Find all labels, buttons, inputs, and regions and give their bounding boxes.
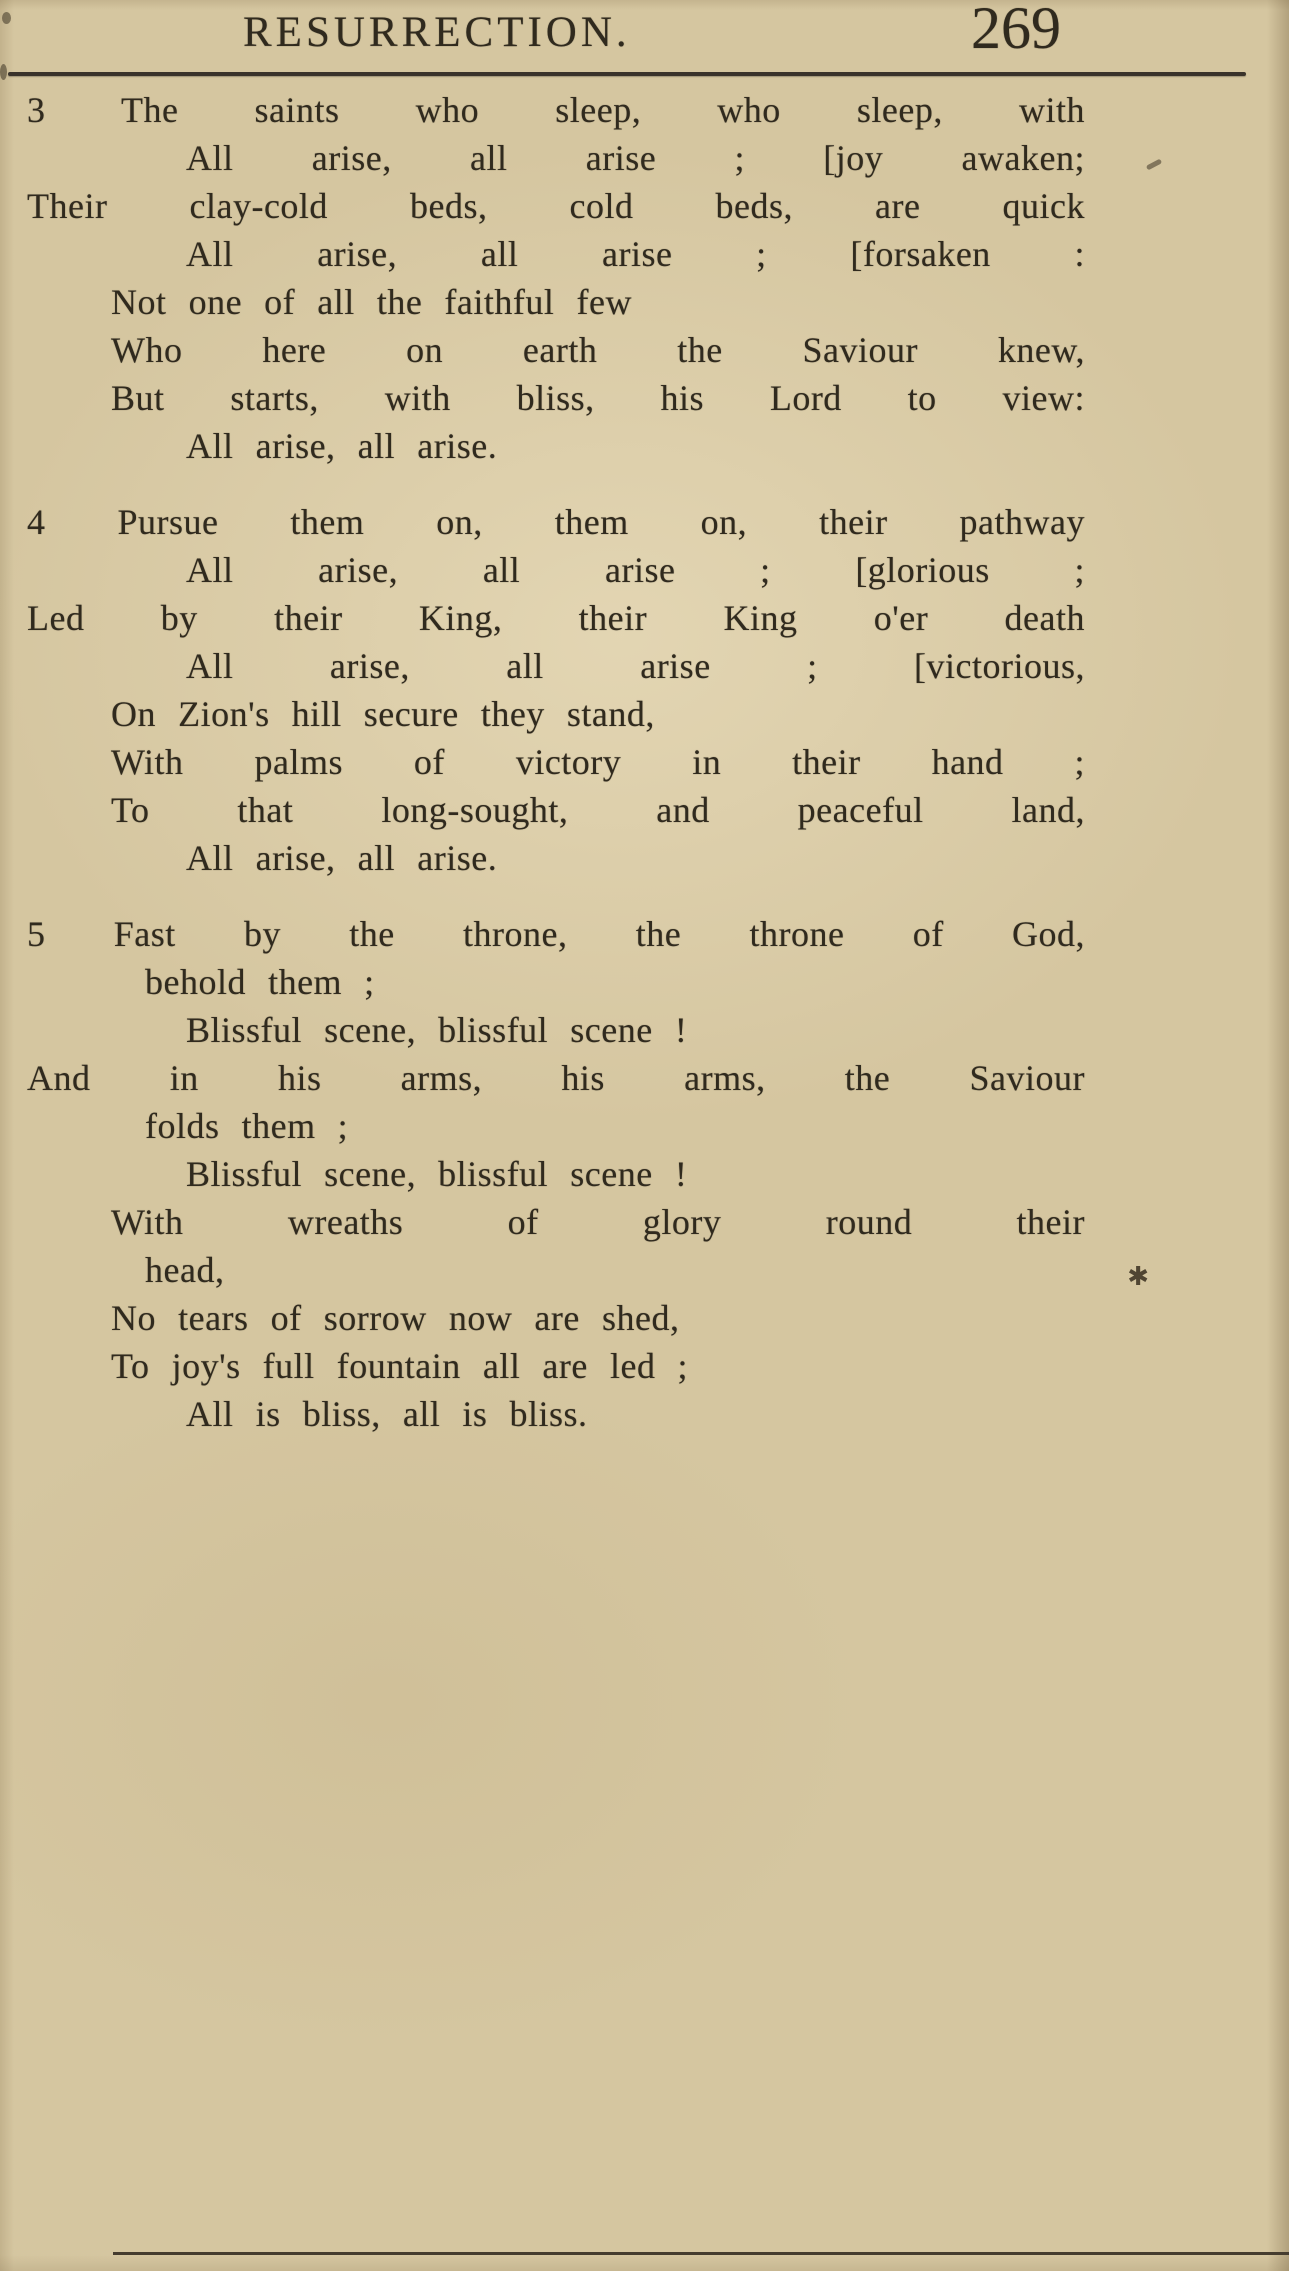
ink-speck [2,12,11,24]
ink-ornament: ✱ [1127,1262,1149,1291]
running-head-title: RESURRECTION. [243,9,631,56]
verse-line: On Zion's hill secure they stand, [111,694,655,734]
verse-line: All is bliss, all is bliss. [186,1394,588,1434]
verse-line: To joy's full fountain all are led ; [111,1346,689,1386]
verse-line: Blissful scene, blissful scene ! [186,1010,688,1050]
verse-3 [27,86,1085,470]
page-number: 269 [971,0,1061,61]
verse-line: folds them ; [145,1106,349,1146]
page-header [0,0,1289,72]
verse-line: Led by their King, their King o'er death [27,598,1085,638]
ink-speck [0,64,7,80]
verse-line: behold them ; [145,962,375,1002]
verse-line: 4 Pursue them on, them on, their pathway [27,502,1085,542]
verse-line: All arise, all arise ; [joy awaken; [186,138,1085,178]
page-bottom-rule [113,2252,1289,2255]
verse-line: 5 Fast by the throne, the throne of God, [27,914,1085,954]
verse-line: But starts, with bliss, his Lord to view: [111,378,1085,418]
verse-line: All arise, all arise ; [glorious ; [186,550,1085,590]
verse-line: To that long-sought, and peaceful land, [111,790,1085,830]
verse-line: All arise, all arise ; [forsaken : [186,234,1085,274]
verse-line: Blissful scene, blissful scene ! [186,1154,688,1194]
verse-line: And in his arms, his arms, the Saviour [27,1058,1085,1098]
verse-5 [27,910,1149,1438]
verse-line: Their clay-cold beds, cold beds, are quick [27,186,1085,226]
verse-line: Not one of all the faithful few [111,282,632,322]
hymn-body [0,76,1289,1438]
verse-line: head, ✱ [27,1246,1085,1294]
verse-line: With palms of victory in their hand ; [111,742,1085,782]
verse-line: All arise, all arise ; [victorious, [186,646,1085,686]
verse-line: 3 The saints who sleep, who sleep, with [27,90,1085,130]
verse-line: All arise, all arise. [186,838,498,878]
verse-line: Who here on earth the Saviour knew, [111,330,1085,370]
verse-line: With wreaths of glory round their [111,1202,1085,1242]
verse-line: All arise, all arise. [186,426,498,466]
verse-line: No tears of sorrow now are shed, [111,1298,680,1338]
verse-4 [27,498,1085,882]
